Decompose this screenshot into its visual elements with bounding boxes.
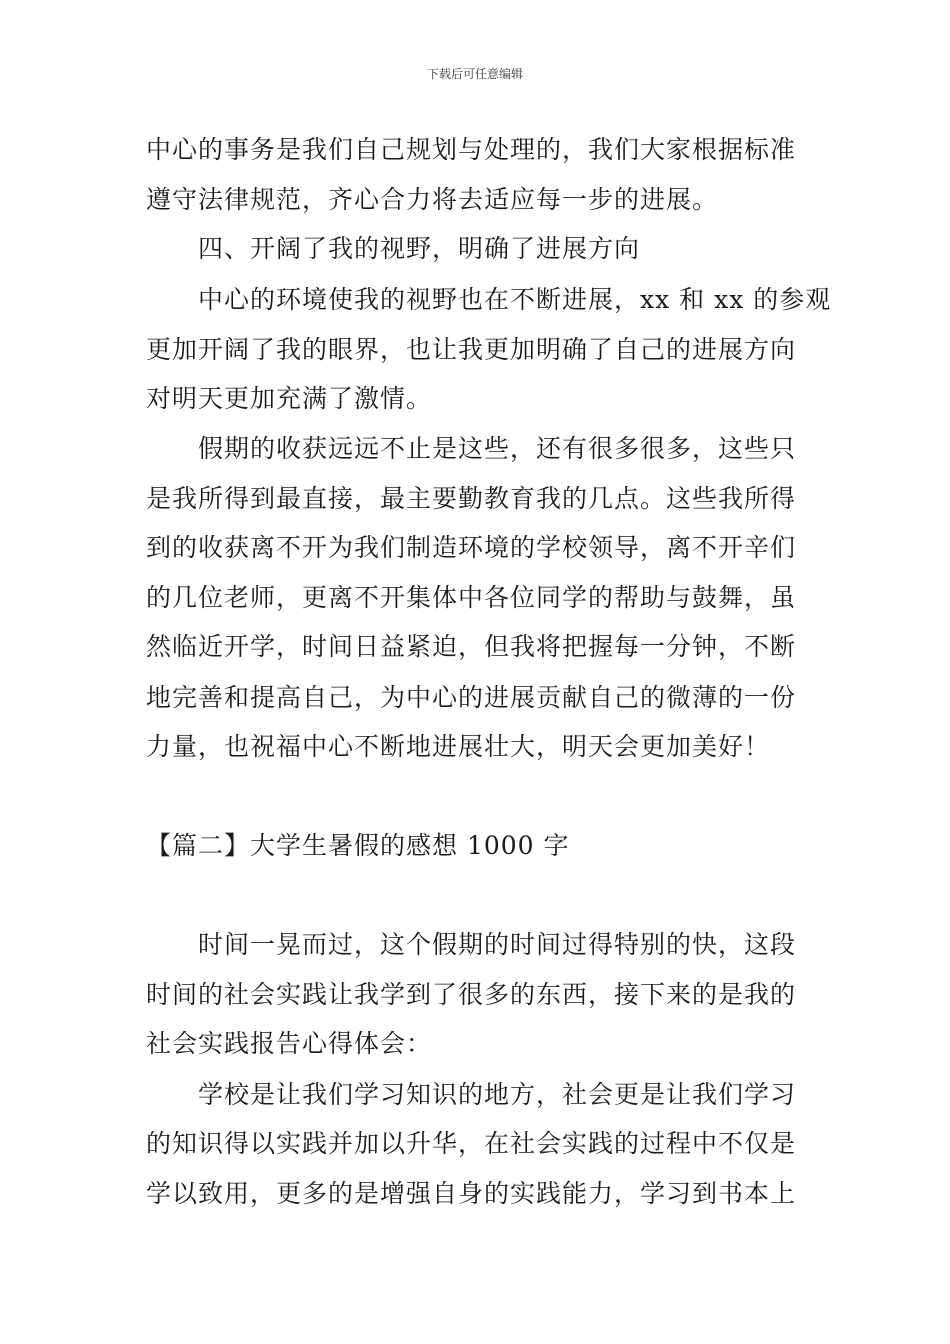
text-line: 是我所得到最直接，最主要勤教育我的几点。这些我所得 bbox=[146, 484, 797, 513]
text-line: 学以致用，更多的是增强自身的实践能力，学习到书本上 bbox=[146, 1179, 797, 1208]
text-line: 更加开阔了我的眼界，也让我更加明确了自己的进展方向 bbox=[146, 335, 797, 364]
text-line: 中心的事务是我们自己规划与处理的，我们大家根据标准 bbox=[146, 135, 797, 164]
text-line: 学校是让我们学习知识的地方，社会更是让我们学习 bbox=[198, 1080, 797, 1109]
text-line: 然临近开学，时间日益紧迫，但我将把握每一分钟，不断 bbox=[146, 632, 797, 661]
text-line: 地完善和提高自己，为中心的进展贡献自己的微薄的一份 bbox=[146, 683, 797, 712]
text-line: 的知识得以实践并加以升华，在社会实践的过程中不仅是 bbox=[146, 1129, 797, 1158]
text-line: 时间一晃而过，这个假期的时间过得特别的快，这段 bbox=[198, 930, 797, 959]
article-title: 【篇二】大学生暑假的感想 1000 字 bbox=[146, 831, 570, 860]
page-header-note: 下载后可任意编辑 bbox=[426, 67, 523, 81]
text-line: 遵守法律规范，齐心合力将去适应每一步的进展。 bbox=[146, 185, 719, 214]
text-line: 时间的社会实践让我学到了很多的东西，接下来的是我的 bbox=[146, 980, 797, 1009]
text-line: 社会实践报告心得体会： bbox=[146, 1029, 433, 1058]
text-line: 的几位老师，更离不开集体中各位同学的帮助与鼓舞，虽 bbox=[146, 583, 797, 612]
text-line: 力量，也祝福中心不断地进展壮大，明天会更加美好！ bbox=[146, 732, 771, 761]
text-line: 到的收获离不开为我们制造环境的学校领导，离不开辛们 bbox=[146, 533, 797, 562]
text-line: 假期的收获远远不止是这些，还有很多很多，这些只 bbox=[198, 434, 797, 463]
section-heading: 四、开阔了我的视野，明确了进展方向 bbox=[198, 234, 641, 263]
text-line: 中心的环境使我的视野也在不断进展，xx 和 xx 的参观 bbox=[198, 285, 832, 314]
text-line: 对明天更加充满了激情。 bbox=[146, 384, 433, 413]
